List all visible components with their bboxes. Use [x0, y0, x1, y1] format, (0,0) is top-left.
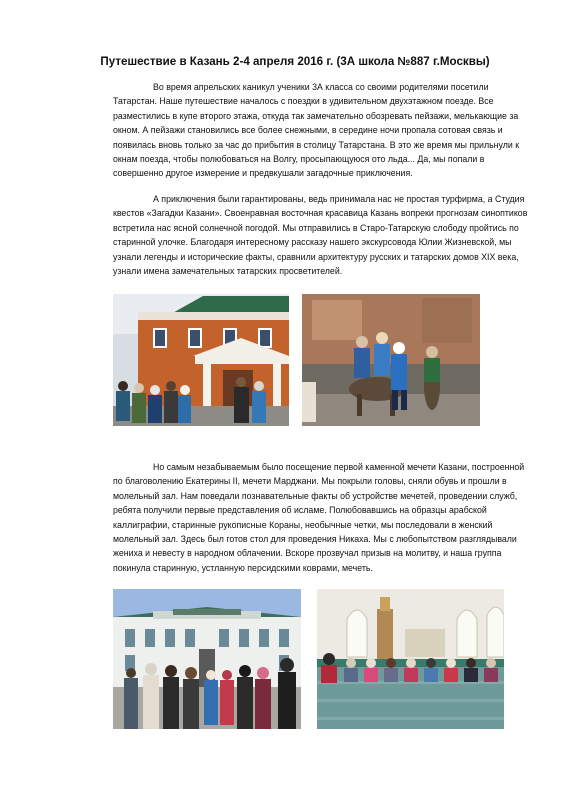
page-title: Путешествие в Казань 2-4 апреля 2016 г. (3А школа №887 г.Москвы) [100, 55, 490, 68]
photo-brick-house-group [113, 294, 289, 426]
paragraph-old-tatar-quarter: А приключения были гарантированы, ведь принимала нас не простая турфирма, а Студия квестов «Загадки Казани». Своенравная восточная красавица Казань вопреки прогнозам синоптиков встретила нас ясной солнечной погодой. Мы отправились в Старо-Татарскую слободу пройтись по старинной улочке. Благодаря интересному рассказу нашего экскурсовода Юлии Жизневской, мы узнали легенды и исторические факты, сравнили архитектуру русских и татарских домов XIX века, узнали имена замечательных татарских просветителей. [113, 194, 528, 277]
photo-group-at-mosque [113, 589, 301, 729]
photo-children-in-prayer-hall [317, 589, 504, 729]
paragraph-mardjani-mosque: Но самым незабываемым было посещение первой каменной мечети Казани, построенной по благоволению Екатерины II, мечети Марджани. Мы покрыли головы, сняли обувь и прошли в молельный зал. Нам поведали познавательные факты об устройстве мечетей, проведении служб, ребята получили первые представления об исламе. Полюбовавшись на образцы арабской каллиграфии, старинные рукописные Кораны, необычные четки, мы последовали в женский молельный зал. Здесь был готов стол для проведения Никаха. Мы с любопытством разглядывали жениха и невесту в народном облачении. Вскоре прозвучал призыв на молитву, и наша группа покинула старинную, устланную персидскими коврами, мечеть. [113, 462, 525, 573]
photo-children-on-sculpture [302, 294, 480, 426]
paragraph-train-trip: Во время апрельских каникул ученики 3А класса со своими родителями посетили Татарстан. Наше путешествие началось с поездки в удивительном двухэтажном поезде. Все разместились в купе второго этажа, откуда так замечательно обозревать пейзажи, мелькающие за окном. А пейзажи становились все более снежными, в середине ночи пропала сотовая связь и появилась вновь только за час до прибытия в столицу Татарстана. В это же время мы прильнули к окнам поезда, чтобы полюбоваться на Волгу, просыпающуюся ото льда... Да, мы попали в совершенно другое измерение и предвкушали загадочные приключения. [113, 82, 520, 179]
